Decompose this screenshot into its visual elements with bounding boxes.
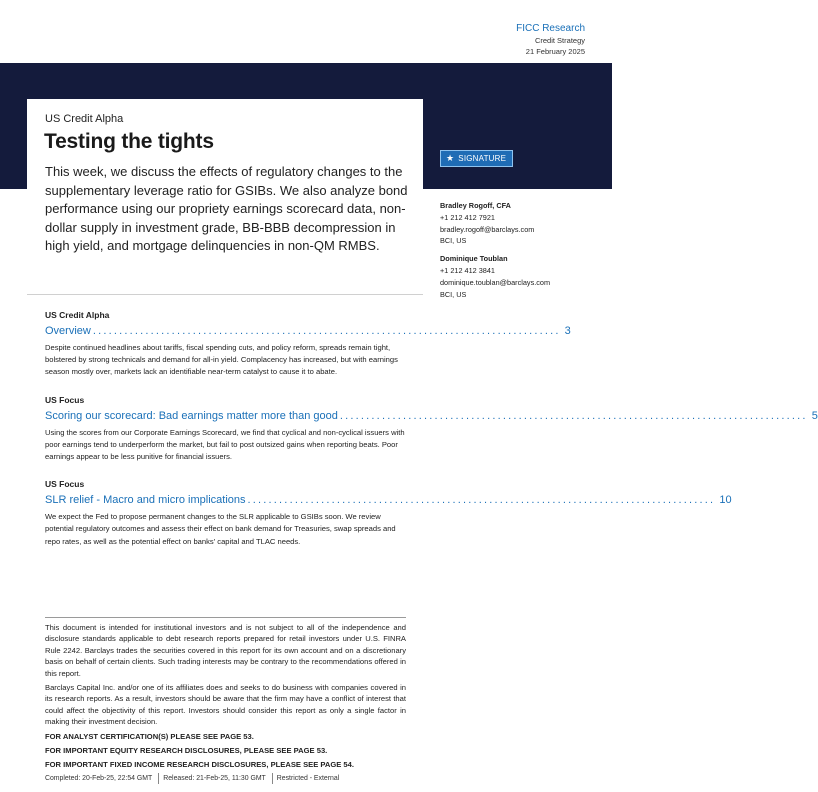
toc-page-number: 5 [811, 409, 818, 422]
released-timestamp: Released: 21-Feb-25, 11:30 GMT [158, 773, 272, 784]
page-title: Testing the tights [44, 130, 214, 153]
toc-title: Overview [45, 325, 91, 337]
toc-section [45, 309, 571, 379]
disclaimer [45, 617, 406, 784]
signature-badge[interactable] [440, 150, 513, 167]
toc-category: US Credit Alpha [45, 310, 110, 320]
report-summary: This week, we discuss the effects of regulatory changes to the supplementary leverage ratio for GSIBs. We also analyze bond performance using our propriety earnings scorecard data, non-dollar supply in investment grade, BB-BBB decompression in high yield, and mortgage delinquencies in non-QM RMBS. [45, 164, 408, 254]
author-entity: BCI, US [440, 289, 467, 299]
author-email[interactable]: bradley.rogoff@barclays.com [440, 224, 535, 234]
document-status [45, 773, 406, 784]
division-label: Credit Strategy [534, 36, 585, 45]
disclaimer-paragraph: Barclays Capital Inc. and/or one of its affiliates does and seeks to do business with companies covered in its research reports. As a result, investors should be aware that the firm may have a conflict of interest that could affect the objectivity of this report. Investors should consider this report as only a single factor in making their investment decision. [45, 683, 406, 727]
fixed-income-disclosure-notice: FOR IMPORTANT FIXED INCOME RESEARCH DISCLOSURES, PLEASE SEE PAGE 54. [45, 759, 354, 769]
toc-description: Despite continued headlines about tariffs, fiscal spending cuts, and policy reform, spreads remain tight, bolstered by strong technicals and demand for all-in yield. Complacency has increased, but with earnings season mostly over, markets lack an identifiable near-term catalyst to cause it to abate. [45, 343, 398, 377]
toc-page-number: 3 [564, 325, 571, 337]
toc-description: We expect the Fed to propose permanent changes to the SLR applicable to GSIBs soon. We review potential regulatory outcomes and assess their effect on bank demand for Treasuries, swap spreads and repo rates, as well as the potential effect on banks' capital and TLAC needs. [45, 512, 396, 546]
signature-label: SIGNATURE [458, 154, 507, 163]
toc-category: US Focus [45, 479, 85, 490]
toc-description: Using the scores from our Corporate Earnings Scorecard, we find that cyclical and non-cyclical issuers with poor earnings tend to underperform the market, but fail to post outsized gains when reporting beats. Poor earnings appear to be less punitive for financial issuers. [45, 427, 405, 462]
toc-link-slr-relief[interactable] [45, 493, 732, 508]
equity-disclosure-notice: FOR IMPORTANT EQUITY RESEARCH DISCLOSURES, PLEASE SEE PAGE 53. [45, 745, 328, 755]
toc-link-overview[interactable] [45, 324, 571, 339]
table-of-contents [45, 309, 818, 563]
toc-leader: ......................................................................................... [92, 325, 561, 337]
toc-title: Scoring our scorecard: Bad earnings matter more than good [45, 409, 338, 422]
toc-leader: ......................................................................................... [247, 494, 716, 507]
author-name: Dominique Toublan [440, 254, 508, 264]
toc-title: SLR relief - Macro and micro implications [45, 494, 246, 507]
author-block [440, 253, 600, 300]
disclaimer-paragraph: This document is intended for institutional investors and is not subject to all of the independence and disclosure standards applicable to debt research reports prepared for retail investors under U.S. FINRA Rule 2242. Barclays trades the securities covered in this report for its own account and on a discretionary basis on behalf of certain clients. Such trading interests may be contrary to the recommendations offered in this report. [45, 623, 406, 678]
author-list [440, 200, 600, 306]
certification-notice: FOR ANALYST CERTIFICATION(S) PLEASE SEE PAGE 53. [45, 731, 254, 741]
author-phone: +1 212 412 7921 [440, 212, 495, 222]
toc-category: US Focus [45, 394, 85, 405]
toc-page-number: 10 [719, 494, 732, 507]
toc-link-scorecard[interactable] [45, 409, 818, 424]
title-panel [27, 99, 423, 295]
author-block [440, 200, 600, 247]
completed-timestamp: Completed: 20-Feb-25, 22:54 GMT [45, 774, 153, 782]
classification-label: Restricted - External [272, 773, 345, 784]
author-phone: +1 212 412 3841 [440, 265, 495, 275]
report-masthead [516, 22, 585, 57]
toc-section [45, 394, 818, 464]
author-email[interactable]: dominique.toublan@barclays.com [440, 277, 551, 287]
author-name: Bradley Rogoff, CFA [440, 201, 511, 210]
star-icon: ★ [446, 153, 455, 163]
report-series: US Credit Alpha [45, 113, 124, 125]
publication-date: 21 February 2025 [525, 47, 585, 56]
author-entity: BCI, US [440, 236, 467, 246]
brand-label: FICC Research [516, 23, 585, 34]
toc-section [45, 478, 732, 548]
toc-leader: ......................................................................................... [339, 409, 808, 422]
